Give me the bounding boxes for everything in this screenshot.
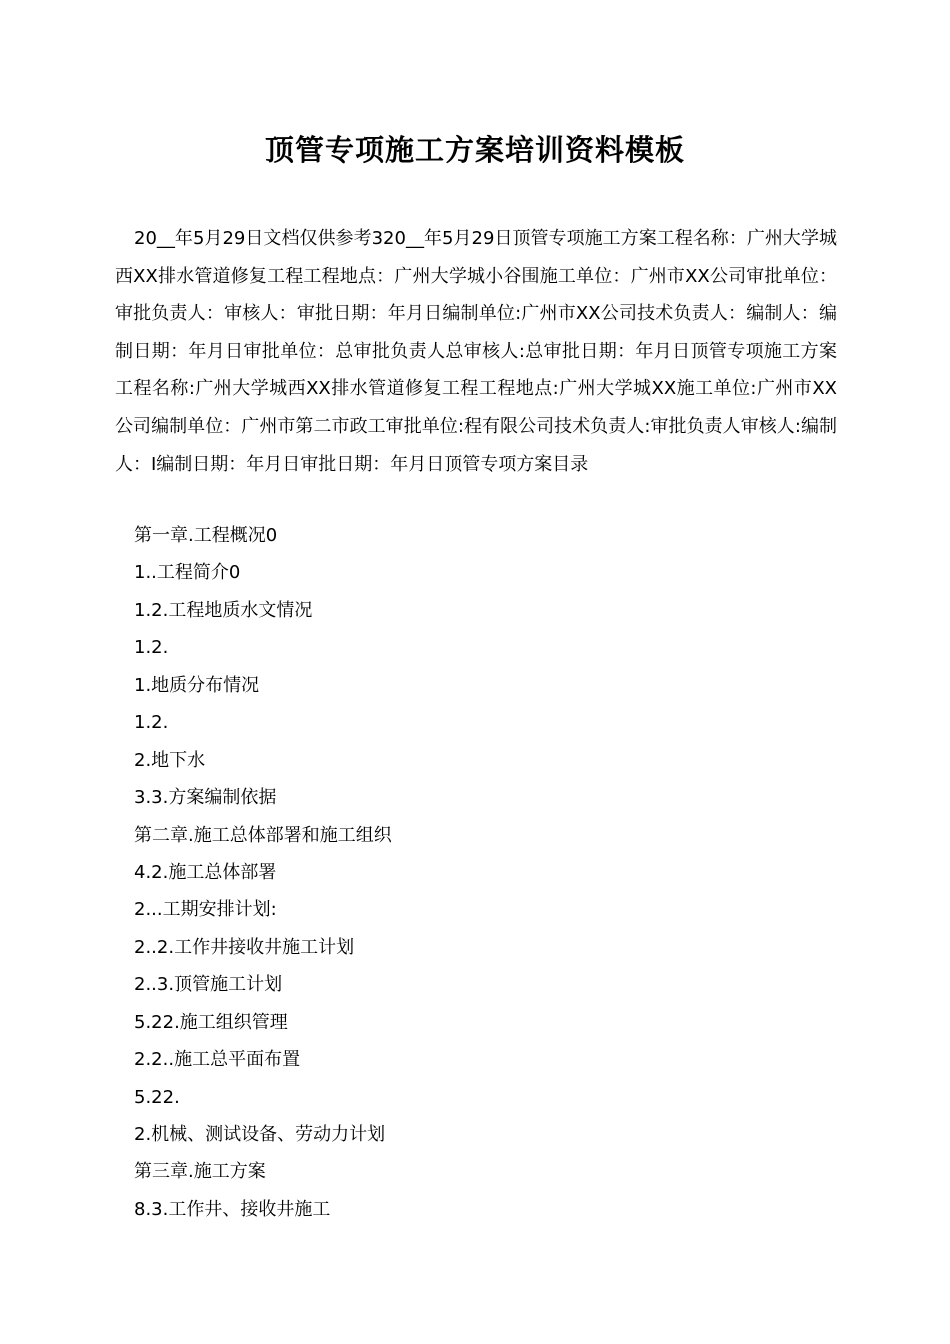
toc-item: 2...工期安排计划: xyxy=(134,899,277,921)
toc-item: 1.2.工程地质水文情况 xyxy=(134,599,313,621)
toc-item: 2.2..施工总平面布置 xyxy=(134,1049,301,1071)
toc-item: 1..工程简介0 xyxy=(134,562,241,584)
toc-item: 1.地质分布情况 xyxy=(134,674,260,696)
toc-item: 3.3.方案编制依据 xyxy=(134,787,277,809)
toc-item: 2.机械、测试设备、劳动力计划 xyxy=(134,1124,386,1145)
toc-item: 2..3.顶管施工计划 xyxy=(134,974,283,996)
toc-item: 第三章.施工方案 xyxy=(134,1161,266,1183)
document-title: 顶管专项施工方案培训资料模板 xyxy=(264,133,685,167)
toc-item: 8.3.工作井、接收井施工 xyxy=(134,1198,331,1220)
toc-item: 第二章.施工总体部署和施工组织 xyxy=(134,824,392,846)
toc-item: 1.2. xyxy=(134,637,169,659)
toc-item: 1.2. xyxy=(134,712,169,734)
toc-item: 4.2.施工总体部署 xyxy=(134,861,277,883)
toc-item: 2.地下水 xyxy=(134,749,206,771)
toc-item: 5.22. xyxy=(134,1086,180,1108)
toc-item: 2..2.工作井接收井施工计划 xyxy=(134,936,355,958)
document-intro-paragraph: 20__年5月29日文档仅供参考320__年5月29日顶管专项施工方案工程名称：广州大学城西XX排水管道修复工程工程地点：广州大学城小谷围施工单位：广州市XX公司审批单位：审批负责人：审核人：审批日期：年月日编制单位:广州市XX公司技术负责人：编制人：编制日期：年月日审批单位：总审批负责人总审核人:总审批日期：年月日顶管专项施工方案工程名称:广州大学城西XX排水管道修复工程工程地点:广州大学城XX施工单位:广州市XX公司编制单位：广州市第二市政工审批单位:程有限公司技术负责人:审批负责人审核人:编制人：I编制日期：年月日审批日期：年月日顶管专项方案目录 xyxy=(115,228,837,475)
table-of-contents xyxy=(134,517,392,1228)
toc-item: 5.22.施工组织管理 xyxy=(134,1011,288,1033)
toc-item: 第一章.工程概况0 xyxy=(134,525,278,546)
